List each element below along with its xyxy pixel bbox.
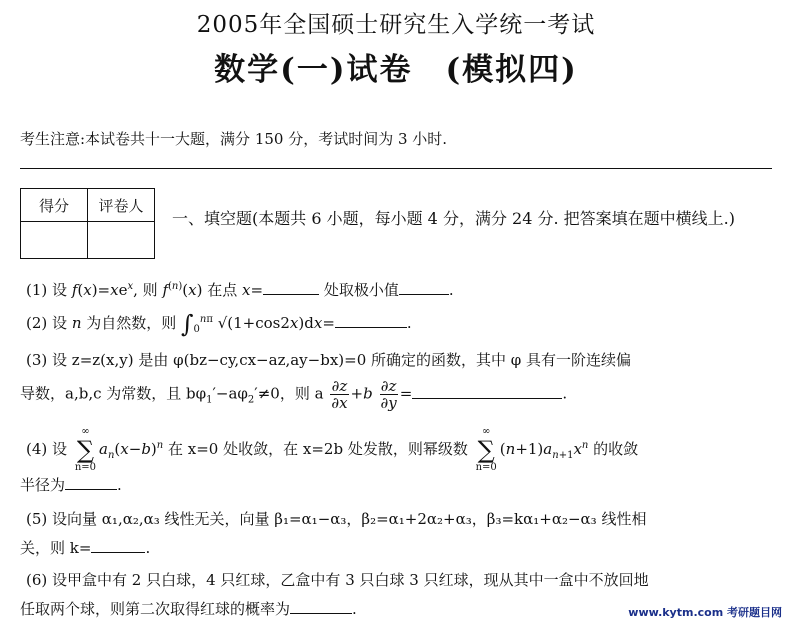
- question-number: (1): [26, 281, 48, 299]
- fraction-dz-dy: $\frac{\partial z}{\partial y}$: [380, 377, 397, 412]
- question-number: (6): [26, 571, 48, 589]
- question-5-line-1: (5) 设向量 α₁,α₂,α₃ 线性无关，向量 β₁=α₁−α₃，β₂=α₁+2α₂+α₃，β₃=kα₁+α₂−α₃ 线性相: [26, 510, 647, 528]
- question-3-line-2: 导数，a,b,c 为常数，且 $b\varphi_1'-a\varphi_2'\ne 0$，则 a $\frac{\partial z}{\partial x}$ +b $\frac{\partial z}{\partial y}$ = .: [20, 377, 568, 412]
- question-4-line-2: 半径为 .: [20, 476, 122, 494]
- question-6-line-1: (6) 设甲盒中有 2 只白球，4 只红球，乙盒中有 3 只白球 3 只红球，现从其中一盒中不放回地: [26, 571, 649, 589]
- answer-blank-1a[interactable]: [263, 280, 319, 295]
- exam-subtitle: 数学(一)试卷 (模拟四): [214, 52, 578, 88]
- sum-symbol: ∞ ∑ n=0: [475, 426, 497, 473]
- question-6-line-2: 任取两个球，则第二次取得红球的概率为 .: [20, 600, 357, 618]
- answer-blank-1b[interactable]: [399, 280, 449, 295]
- answer-blank-3[interactable]: [412, 384, 562, 399]
- question-number: (3): [26, 351, 48, 369]
- question-number: (4): [26, 440, 48, 458]
- fraction-dz-dx: $\frac{\partial z}{\partial x}$: [331, 377, 348, 412]
- question-number: (2): [26, 314, 48, 332]
- grader-cell[interactable]: [88, 222, 155, 259]
- score-table: [20, 188, 155, 259]
- question-1: (1) 设 $f(x)=xe^x$, 则 $f^{(n)}(x)$ 在点 x= 处取极小值 .: [26, 281, 454, 299]
- divider: [20, 168, 772, 169]
- section-heading: 一、填空题(本题共 6 小题，每小题 4 分，满分 24 分. 把答案填在题中横线上.): [172, 209, 735, 228]
- question-2: (2) 设 n 为自然数，则 $\int_0^{n\pi}$ √(1+cos2x)dx= .: [26, 310, 412, 338]
- grader-header: 评卷人: [88, 189, 155, 222]
- question-5-line-2: 关，则 k= .: [20, 539, 151, 557]
- sum-symbol: ∞ ∑ n=0: [74, 426, 96, 473]
- answer-blank-4[interactable]: [65, 475, 117, 490]
- question-3-line-1: (3) 设 z=z(x,y) 是由 φ(bz−cy,cx−az,ay−bx)=0 所确定的函数，其中 φ 具有一阶连续偏: [26, 351, 632, 369]
- site-watermark: www.kytm.com 考研题目网: [628, 606, 782, 619]
- exam-title: 2005年全国硕士研究生入学统一考试: [196, 12, 596, 38]
- answer-blank-2[interactable]: [335, 313, 407, 328]
- question-4-line-1: (4) 设 ∞ ∑ n=0 $a_n(x-b)^n$ 在 x=0 处收敛，在 x=2b 处发散，则幂级数 ∞ ∑ n=0 $(n+1)a_{n+1}x^n$ 的收敛: [26, 426, 639, 473]
- answer-blank-6[interactable]: [290, 599, 352, 614]
- score-header: 得分: [21, 189, 88, 222]
- answer-blank-5[interactable]: [91, 538, 145, 553]
- exam-notice: 考生注意:本试卷共十一大题，满分 150 分，考试时间为 3 小时.: [20, 130, 448, 148]
- question-number: (5): [26, 510, 48, 528]
- score-cell[interactable]: [21, 222, 88, 259]
